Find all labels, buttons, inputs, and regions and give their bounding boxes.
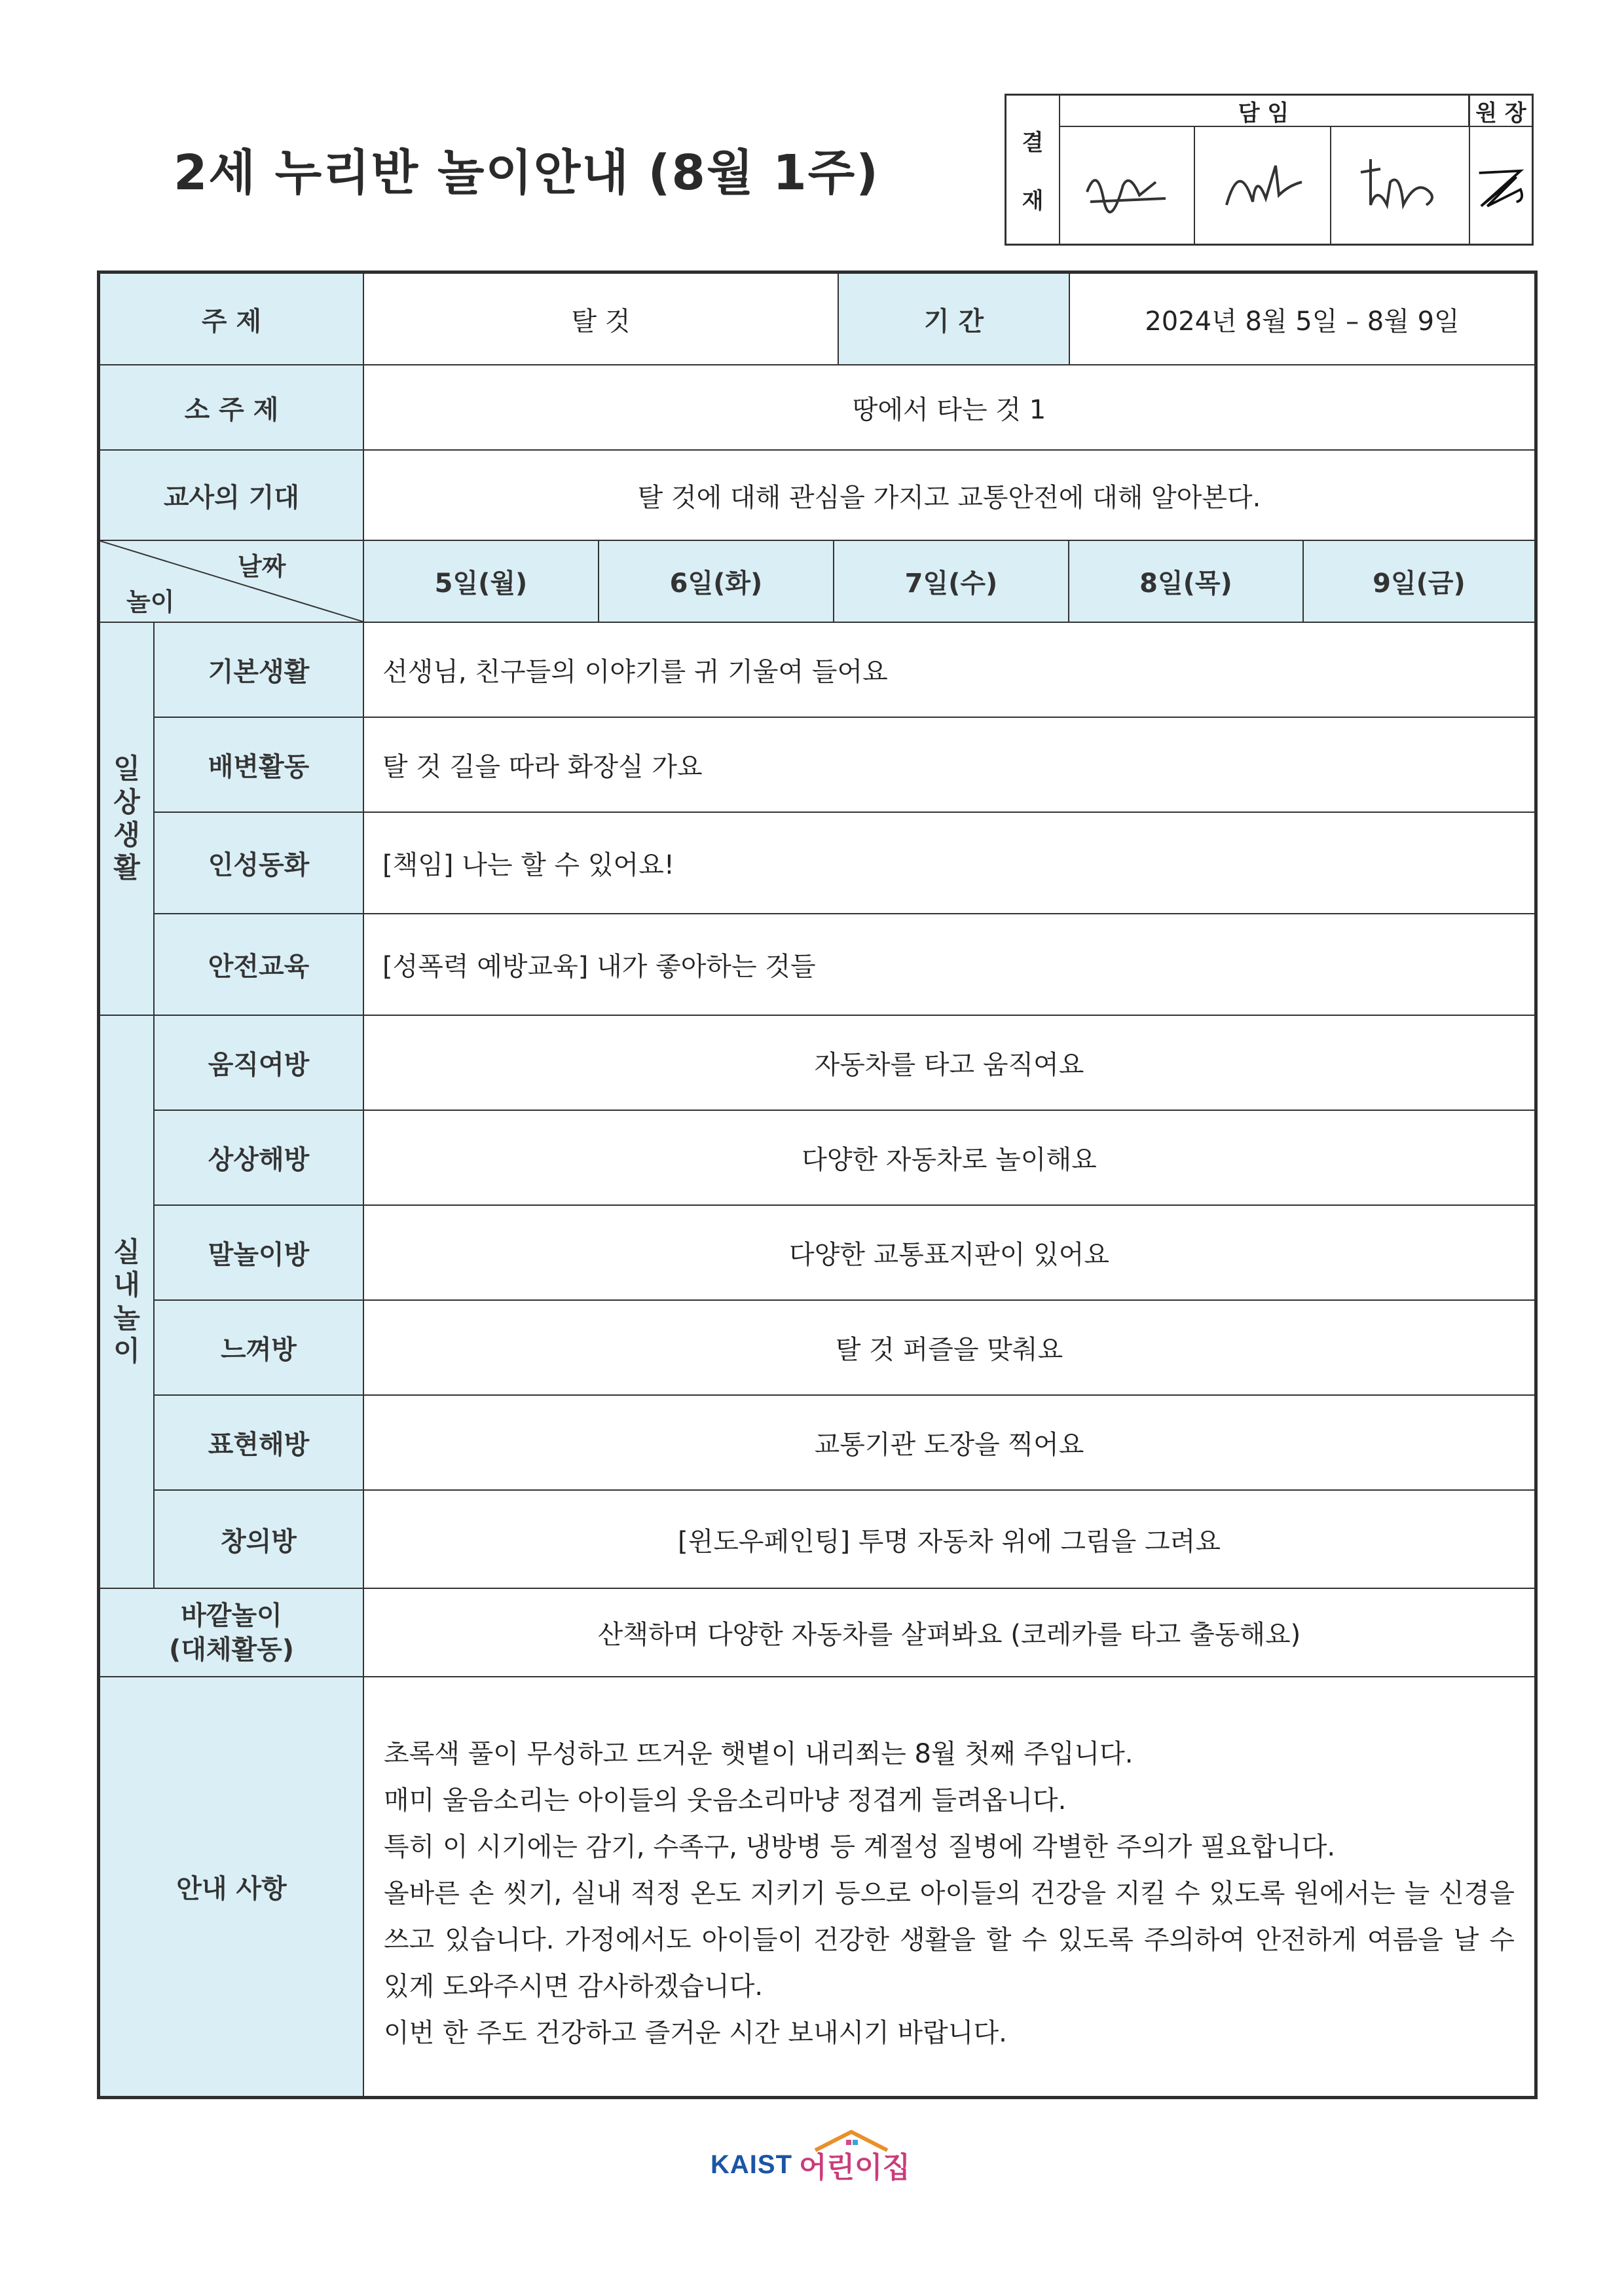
indoor-item-value: 탈 것 퍼즐을 맞춰요 (364, 1301, 1534, 1396)
theme-label: 주 제 (100, 274, 364, 365)
daily-item-value: 탈 것 길을 따라 화장실 가요 (364, 718, 1534, 813)
indoor-item-value: 다양한 자동차로 놀이해요 (364, 1111, 1534, 1206)
subtheme-label: 소 주 제 (100, 365, 364, 451)
daily-item-value: [책임] 나는 할 수 있어요! (364, 813, 1534, 914)
daily-life-group-label: 일 상 생 활 (100, 623, 155, 1016)
notice-line: 초록색 풀이 무성하고 뜨거운 햇볕이 내리쬐는 8월 첫째 주입니다. (384, 1739, 1134, 1769)
date-label: 날짜 (238, 552, 286, 581)
indoor-item-value: 자동차를 타고 움직여요 (364, 1016, 1534, 1111)
indoor-play-group-label: 실 내 놀 이 (100, 1016, 155, 1589)
signature-3 (1331, 127, 1470, 244)
notice-line: 매미 울음소리는 아이들의 웃음소리마냥 정겹게 들려옵니다. (384, 1785, 1067, 1816)
date-play-header (100, 541, 364, 623)
play-label: 놀이 (126, 588, 175, 616)
kaist-kindergarten-logo (710, 2142, 920, 2188)
daily-item-value: 선생님, 친구들의 이야기를 귀 기울여 들어요 (364, 623, 1534, 718)
indoor-item-value: 교통기관 도장을 찍어요 (364, 1396, 1534, 1491)
day-header: 5일(월) (364, 541, 599, 623)
notice-line: 올바른 손 씻기, 실내 적정 온도 지키기 등으로 아이들의 건강을 지킬 수 있도록 원에서는 늘 신경을 쓰고 있습니다. 가정에서도 아이들이 건강한 생활을 할 수 있도록 주의하여 안전하게 여름을 날 수 있게 도와주시면 감사하겠습니다. (384, 1878, 1515, 2002)
indoor-item-value: 다양한 교통표지판이 있어요 (364, 1206, 1534, 1301)
indoor-item-label: 말놀이방 (155, 1206, 364, 1301)
expectation-value: 탈 것에 대해 관심을 가지고 교통안전에 대해 알아본다. (364, 451, 1534, 541)
signature-2 (1195, 127, 1331, 244)
subtheme-value: 땅에서 타는 것 1 (364, 365, 1534, 451)
weekly-plan-table (97, 271, 1538, 2099)
expectation-label: 교사의 기대 (100, 451, 364, 541)
daily-item-value: [성폭력 예방교육] 내가 좋아하는 것들 (364, 914, 1534, 1016)
director-header: 원 장 (1468, 96, 1534, 127)
signature-1 (1059, 127, 1195, 244)
logo-kaist-text: KAIST (710, 2150, 792, 2179)
indoor-item-value: [윈도우페인팅] 투명 자동차 위에 그림을 그려요 (364, 1491, 1534, 1589)
indoor-item-label: 움직여방 (155, 1016, 364, 1111)
indoor-item-label: 창의방 (155, 1491, 364, 1589)
indoor-item-label: 표현해방 (155, 1396, 364, 1491)
homeroom-teacher-header: 담 임 (1059, 96, 1470, 127)
notice-text (364, 1677, 1534, 2096)
indoor-item-label: 느껴방 (155, 1301, 364, 1396)
notice-label: 안내 사항 (100, 1677, 364, 2096)
day-header: 9일(금) (1304, 541, 1534, 623)
daily-item-label: 기본생활 (155, 623, 364, 718)
signature-4 (1470, 127, 1534, 244)
outdoor-play-label: 바깥놀이 (대체활동) (100, 1589, 364, 1677)
daily-item-label: 안전교육 (155, 914, 364, 1016)
approval-box (1005, 94, 1534, 246)
indoor-item-label: 상상해방 (155, 1111, 364, 1206)
day-header: 6일(화) (599, 541, 834, 623)
notice-line: 이번 한 주도 건강하고 즐거운 시간 보내시기 바랍니다. (384, 2018, 1007, 2048)
day-header: 7일(수) (834, 541, 1069, 623)
house-roof-icon (812, 2129, 891, 2153)
day-header: 8일(목) (1069, 541, 1304, 623)
notice-line: 특히 이 시기에는 감기, 수족구, 냉방병 등 계절성 질병에 각별한 주의가 필요합니다. (384, 1832, 1336, 1862)
approval-label: 결 재 (1006, 96, 1060, 244)
daily-item-label: 인성동화 (155, 813, 364, 914)
daily-item-label: 배변활동 (155, 718, 364, 813)
page-title: 2세 누리반 놀이안내 (8월 1주) (174, 145, 879, 201)
theme-value: 탈 것 (364, 274, 839, 365)
logo-kinder: 어린이집 (799, 2144, 910, 2186)
period-value: 2024년 8월 5일 – 8월 9일 (1070, 274, 1534, 365)
period-label: 기 간 (839, 274, 1070, 365)
outdoor-play-value: 산책하며 다양한 자동차를 살펴봐요 (코레카를 타고 출동해요) (364, 1589, 1534, 1677)
